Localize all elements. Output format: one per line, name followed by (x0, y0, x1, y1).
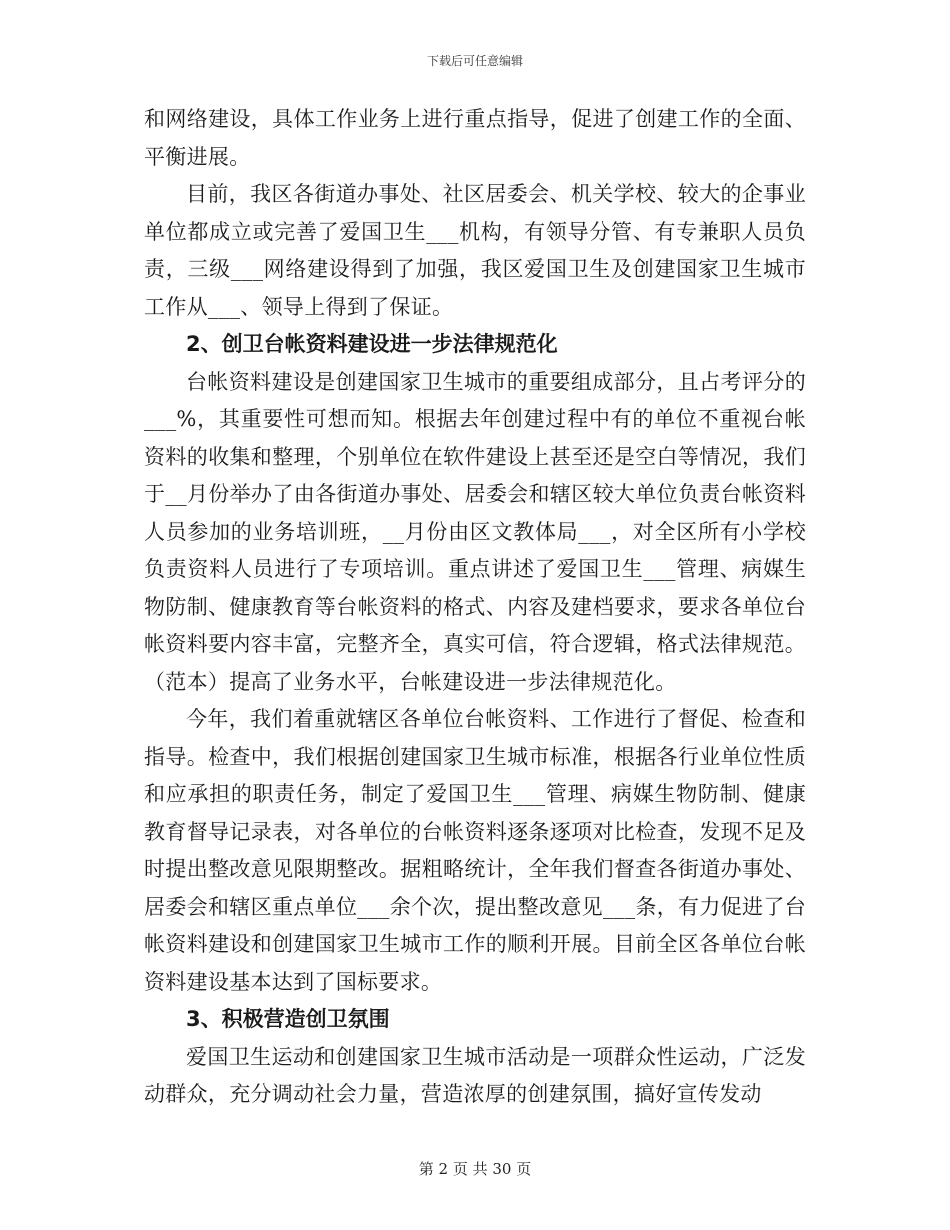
document-body (144, 101, 806, 1114)
paragraph-atmosphere: 爱国卫生运动和创建国家卫生城市活动是一项群众性运动，广泛发动群众，充分调动社会力量，营造浓厚的创建氛围，搞好宣传发动 (144, 1044, 806, 1106)
section-heading-2: 2、创卫台帐资料建设进一步法律规范化 (186, 332, 558, 356)
paragraph-inspection: 今年，我们着重就辖区各单位台帐资料、工作进行了督促、检查和指导。检查中，我们根据创建国家卫生城市标准，根据各行业单位性质和应承担的职责任务，制定了爱国卫生___管理、病媒生物防制、健康教育督导记录表，对各单位的台帐资料逐条逐项对比检查，发现不足及时提出整改意见限期整改。据粗略统计，全年我们督查各街道办事处、居委会和辖区重点单位___余个次，提出整改意见___条，有力促进了台帐资料建设和创建国家卫生城市工作的顺利开展。目前全区各单位台帐资料建设基本达到了国标要求。 (144, 707, 806, 994)
paragraph-ledger-construction: 台帐资料建设是创建国家卫生城市的重要组成部分，且占考评分的___%，其重要性可想而知。根据去年创建过程中有的单位不重视台帐资料的收集和整理，个别单位在软件建设上甚至还是空白等情况，我们于__月份举办了由各街道办事处、居委会和辖区较大单位负责台帐资料人员参加的业务培训班，__月份由区文教体局___，对全区所有小学校负责资料人员进行了专项培训。重点讲述了爱国卫生___管理、病媒生物防制、健康教育等台帐资料的格式、内容及建档要求，要求各单位台帐资料要内容丰富，完整齐全，真实可信，符合逻辑，格式法律规范。（范本）提高了业务水平，台帐建设进一步法律规范化。 (144, 369, 806, 694)
page-footer: 第 2 页 共 30 页 (418, 1160, 532, 1178)
paragraph-organization: 目前，我区各街道办事处、社区居委会、机关学校、较大的企事业单位都成立或完善了爱国卫生___机构，有领导分管、有专兼职人员负责，三级___网络建设得到了加强，我区爱国卫生及创建国家卫生城市工作从___、领导上得到了保证。 (144, 182, 806, 319)
paragraph-continued: 和网络建设，具体工作业务上进行重点指导，促进了创建工作的全面、平衡进展。 (144, 107, 806, 169)
page-header: 下载后可任意编辑 (426, 54, 523, 68)
section-heading-3: 3、积极营造创卫氛围 (186, 1007, 390, 1031)
